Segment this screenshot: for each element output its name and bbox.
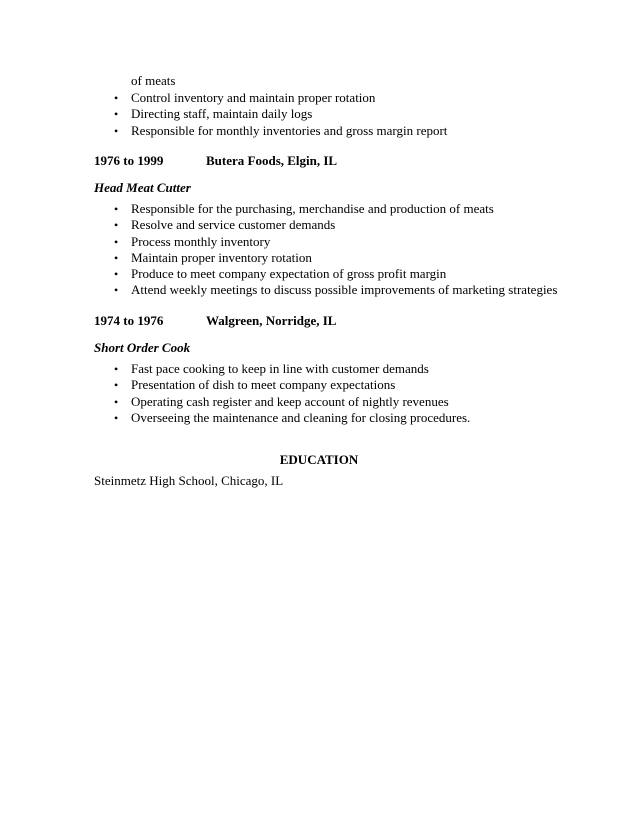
bullet-icon: •	[114, 107, 119, 122]
job-title: Head Meat Cutter	[94, 180, 191, 195]
list-item: • Resolve and service customer demands	[114, 217, 336, 233]
bullet-icon: •	[114, 202, 119, 216]
list-item: • Operating cash register and keep account of nightly revenues	[114, 393, 449, 409]
bullet-icon: •	[114, 250, 119, 265]
list-item: • Responsible for the purchasing, merchandise and production of meats	[114, 201, 494, 216]
bullet-icon: •	[114, 267, 119, 282]
job-title: Short Order Cook	[94, 340, 191, 355]
list-item: • Directing staff, maintain daily logs	[114, 106, 313, 122]
previous-job-bullet-list	[0, 90, 447, 139]
bullet-icon: •	[114, 410, 119, 425]
list-item: • Control inventory and maintain proper rotation	[114, 90, 376, 105]
job-dates: 1974 to 1976	[94, 313, 164, 328]
bullet-icon: •	[114, 218, 119, 233]
bullet-icon: •	[114, 123, 119, 138]
job-employer: Walgreen, Norridge, IL	[206, 313, 337, 328]
bullet-icon: •	[114, 91, 119, 105]
job-bullet-list-butera	[0, 201, 557, 299]
job-header-walgreen	[94, 313, 336, 329]
job-header-butera	[94, 153, 337, 169]
bullet-icon: •	[114, 234, 119, 249]
bullet-icon: •	[114, 378, 119, 393]
list-item: • Responsible for monthly inventories and gross margin report	[114, 122, 448, 138]
bullet-icon: •	[114, 394, 119, 409]
job-employer: Butera Foods, Elgin, IL	[206, 153, 338, 168]
bullet-icon: •	[114, 362, 119, 376]
education-school: Steinmetz High School, Chicago, IL	[94, 473, 284, 488]
list-item: • Produce to meet company expectation of gross profit margin	[114, 266, 447, 282]
list-item: • Fast pace cooking to keep in line with customer demands	[114, 361, 429, 376]
list-item: • Attend weekly meetings to discuss possible improvements of marketing strategies	[114, 282, 558, 298]
list-item: • Process monthly inventory	[114, 233, 271, 249]
list-item: • Maintain proper inventory rotation	[114, 249, 312, 265]
education-heading: EDUCATION	[279, 452, 359, 467]
list-item: • Presentation of dish to meet company expectations	[114, 377, 396, 393]
continuation-text: of meats	[131, 73, 176, 88]
list-item: • Overseeing the maintenance and cleaning for closing procedures.	[114, 409, 471, 425]
job-dates: 1976 to 1999	[94, 153, 164, 168]
bullet-icon: •	[114, 283, 119, 298]
job-bullet-list-walgreen	[0, 361, 470, 426]
